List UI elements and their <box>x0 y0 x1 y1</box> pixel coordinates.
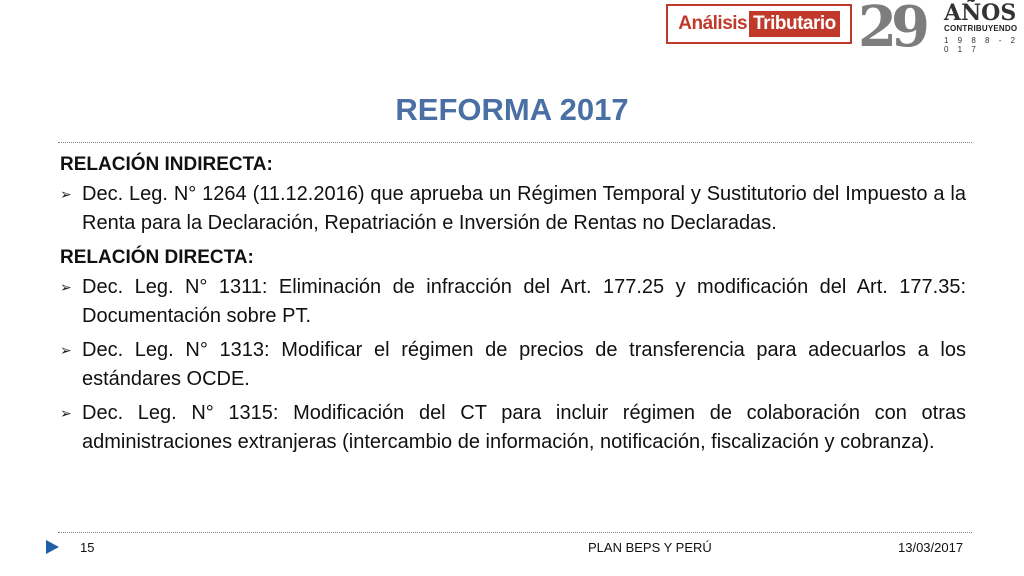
arrow-bullet-icon: ➢ <box>60 279 72 295</box>
arrow-bullet-icon: ➢ <box>60 405 72 421</box>
analisis-tributario-logo <box>666 4 852 44</box>
footer-arrow-icon <box>46 540 59 554</box>
footer-presentation-title: PLAN BEPS Y PERÚ <box>588 540 712 555</box>
anniversary-logo <box>858 0 1024 60</box>
section-heading-directa: RELACIÓN DIRECTA: <box>60 247 254 268</box>
section-heading-indirecta: RELACIÓN INDIRECTA: <box>60 154 273 175</box>
list-item <box>60 273 966 331</box>
arrow-bullet-icon: ➢ <box>60 342 72 358</box>
list-item-text: Dec. Leg. N° 1313: Modificar el régimen de precios de transferencia para adecuarlos a los estándares OCDE. <box>82 339 966 390</box>
list-item <box>60 180 966 238</box>
list-item-text: Dec. Leg. N° 1315: Modificación del CT para incluir régimen de colaboración con otras administraciones extranjeras (intercambio de información, notificación, fiscalización y cobranza). <box>82 402 966 453</box>
logo-text-analisis: Análisis <box>678 13 748 34</box>
list-item <box>60 336 966 394</box>
footer-date: 13/03/2017 <box>898 540 964 555</box>
anniversary-number: 29 <box>858 0 924 60</box>
arrow-bullet-icon: ➢ <box>60 186 72 202</box>
footer-divider <box>58 532 972 533</box>
slide-content <box>60 150 966 462</box>
anniversary-years: 1 9 8 8 - 2 0 1 7 <box>944 36 1019 54</box>
logo-text-tributario: Tributario <box>749 11 840 37</box>
list-item-text: Dec. Leg. N° 1311: Eliminación de infracción del Art. 177.25 y modificación del Art. 177.35: Documentación sobre PT. <box>82 276 966 327</box>
slide-title: REFORMA 2017 <box>395 92 629 127</box>
title-divider <box>58 142 972 143</box>
footer-page-number: 15 <box>80 540 95 555</box>
anniversary-contrib: CONTRIBUYENDO <box>944 24 1018 33</box>
anniversary-anos: AÑOS <box>944 0 1017 26</box>
list-item <box>60 399 966 457</box>
list-item-text: Dec. Leg. N° 1264 (11.12.2016) que aprueba un Régimen Temporal y Sustitutorio del Impuesto a la Renta para la Declaración, Repatriación e Inversión de Rentas no Declaradas. <box>82 183 966 234</box>
